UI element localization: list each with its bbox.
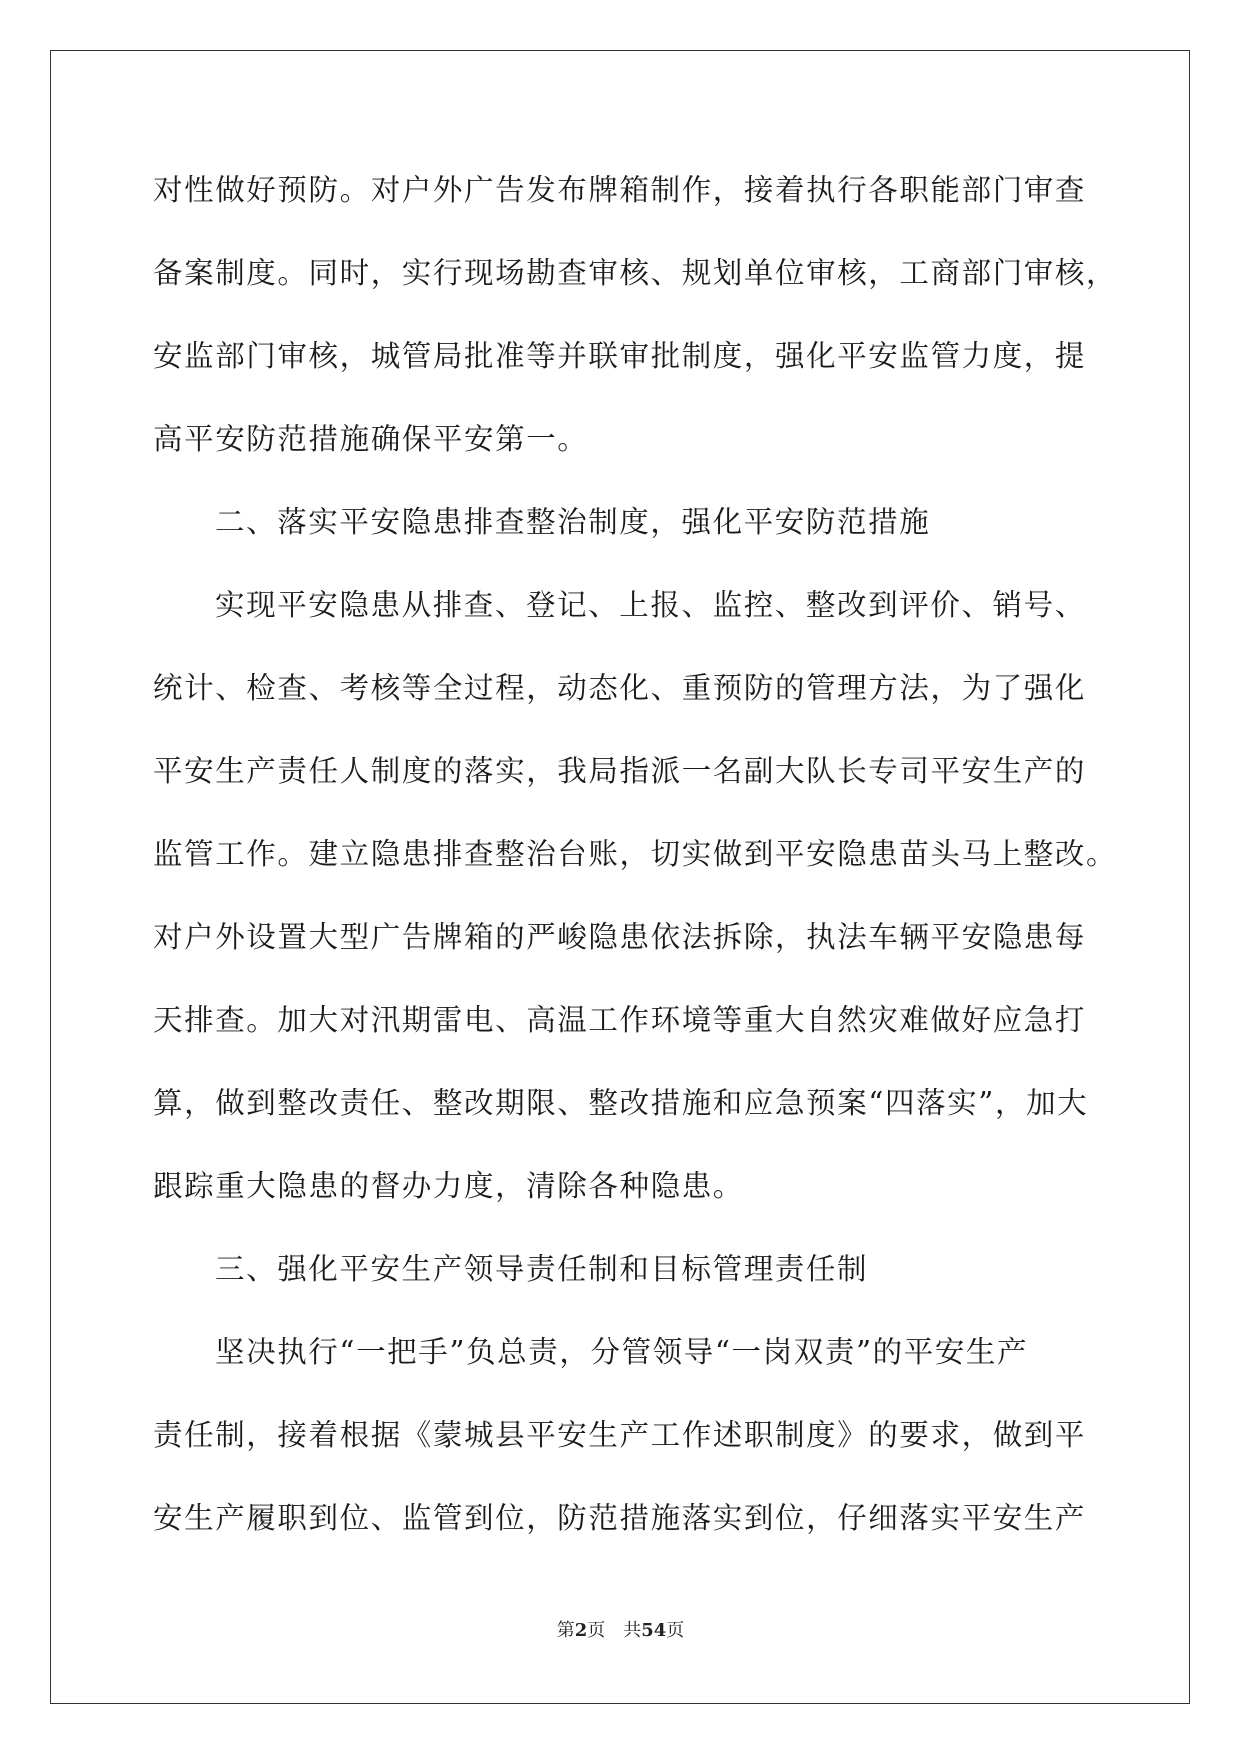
- total-page-count: 54: [641, 1620, 667, 1641]
- page-footer: [0, 1616, 1241, 1642]
- section-heading: [153, 1239, 1093, 1322]
- text-line: 实现平安隐患从排查、登记、上报、监控、整改到评价、销号、: [215, 588, 1086, 622]
- text-line: 对户外设置大型广告牌箱的严峻隐患依法拆除，执法车辆平安隐患每: [153, 920, 1087, 954]
- text-line: 安监部门审核，城管局批准等并联审批制度，强化平安监管力度，提: [153, 339, 1087, 373]
- text-line: 算，做到整改责任、整改期限、整改措施和应急预案“四落实”，加大: [153, 1086, 1089, 1120]
- document-body: [153, 160, 1118, 1571]
- text-line: 安生产履职到位、监管到位，防范措施落实到位，仔细落实平安生产: [153, 1501, 1087, 1535]
- paragraph: [153, 160, 1118, 492]
- text-line: 跟踪重大隐患的督办力度，清除各种隐患。: [153, 1169, 744, 1203]
- text-line: 二、落实平安隐患排查整治制度，强化平安防范措施: [215, 505, 931, 539]
- footer-page-unit: 页: [587, 1620, 606, 1641]
- text-line: 责任制，接着根据《蒙城县平安生产工作述职制度》的要求，做到平: [153, 1418, 1087, 1452]
- paragraph: [153, 575, 1118, 1239]
- paragraph: [153, 1322, 1093, 1571]
- text-line: 平安生产责任人制度的落实，我局指派一名副大队长专司平安生产的: [153, 754, 1087, 788]
- footer-prefix: 第: [556, 1620, 575, 1641]
- current-page-number: 2: [574, 1620, 588, 1641]
- text-line: 高平安防范措施确保平安第一。: [153, 422, 589, 456]
- footer-total-prefix: 共: [623, 1620, 642, 1641]
- footer-total-unit: 页: [666, 1620, 685, 1641]
- text-line: 坚决执行“一把手”负总责，分管领导“一岗双责”的平安生产: [215, 1335, 1029, 1369]
- section-heading: [153, 492, 1093, 575]
- text-line: 天排查。加大对汛期雷电、高温工作环境等重大自然灾难做好应急打: [153, 1003, 1087, 1037]
- text-line: 监管工作。建立隐患排查整治台账，切实做到平安隐患苗头马上整改。: [153, 837, 1118, 871]
- text-line: 三、强化平安生产领导责任制和目标管理责任制: [215, 1252, 869, 1286]
- text-line: 统计、检查、考核等全过程，动态化、重预防的管理方法，为了强化: [153, 671, 1087, 705]
- text-line: 对性做好预防。对户外广告发布牌箱制作，接着执行各职能部门审查: [153, 173, 1087, 207]
- text-line: 备案制度。同时，实行现场勘查审核、规划单位审核，工商部门审核，: [153, 256, 1118, 290]
